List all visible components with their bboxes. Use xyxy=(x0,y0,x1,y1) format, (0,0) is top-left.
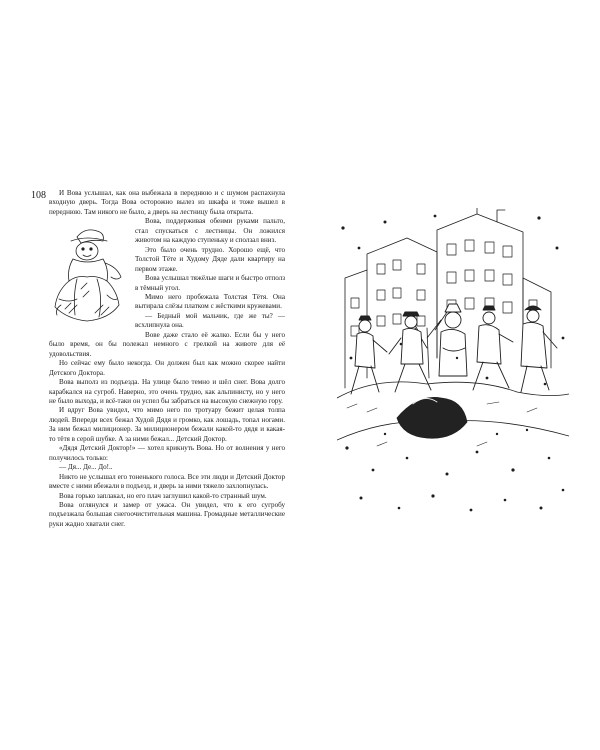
paragraph: Вова горько заплакал, но его плач заглушил какой-то странный шум. xyxy=(59,491,267,500)
paragraph: Вова оглянулся и замер от ужаса. Он увидел, что к его сугробу подъезжала большая снегоочистительная машина. Громадные металлические руки жадно хватали снег. xyxy=(49,500,285,528)
paragraph: — Дя... Де... До!.. xyxy=(59,463,113,472)
paragraph: Но сейчас ему было некогда. Он должен был как можно скорее найти Детского Доктора. xyxy=(49,359,285,377)
paragraph: Вова выполз из подъезда. На улице было темно и шёл снег. Вова долго карабкался на сугроб. Наверно, это очень трудно, как альпинисту, но у него не было выхода, и всё-таки он успел бы забраться на высокую снежную гору. xyxy=(49,378,285,405)
paragraph: Вове даже стало её жалко. Если бы у него было время, он бы полежал немного с грелкой на животе для её удовольствия. xyxy=(49,330,285,358)
text-column xyxy=(49,189,285,529)
paragraph: Это было очень трудно. Хорошо ещё, что Толстой Тёте и Худому Дяде дали квартиру на первом этаже. xyxy=(135,245,285,273)
paragraph: Вова, поддерживая обеими руками пальто, стал спускаться с лестницы. Он ложился животом на каждую ступеньку и сползал вниз. xyxy=(135,217,285,245)
paragraph: И Вова услышал, как она выбежала в переднюю и с шумом распахнула входную дверь. Тогда Вова осторожно вылез из шкафа и тоже вышел в переднюю. Там никого не было, а дверь на лестницу была открыта. xyxy=(49,189,285,216)
page-number: 108 xyxy=(31,190,46,201)
paragraph: — Бедный мой мальчик, где же ты? — всхлипнула она. xyxy=(135,311,285,330)
street-snow-illustration xyxy=(337,208,569,520)
vova-in-coat-illustration xyxy=(47,219,129,329)
paragraph: Вова услышал тяжёлые шаги и быстро отполз в тёмный угол. xyxy=(135,274,285,292)
paragraph: «Дядя Детский Доктор!» — хотел крикнуть Вова. Но от волнения у него получилось только: xyxy=(49,444,285,462)
paragraph: И вдруг Вова увидел, что мимо него по тротуару бежит целая толпа людей. Впереди всех бежал Худой Дядя и громко, как лошадь, топал ногами. За ним бежал милиционер. За милиционером бежали какой-то дядя и какая-то тётя в серой шубке. А за ними бежал... Детский Доктор. xyxy=(49,406,285,443)
paragraph: Мимо него пробежала Толстая Тётя. Она вытирала слёзы платком с жёсткими кружевами. xyxy=(135,292,285,311)
paragraph: Никто не услышал его тоненького голоса. Все эти люди и Детский Доктор вместе с ними вбежали в подъезд, и дверь за ними тяжело захлопнулась. xyxy=(49,472,285,491)
